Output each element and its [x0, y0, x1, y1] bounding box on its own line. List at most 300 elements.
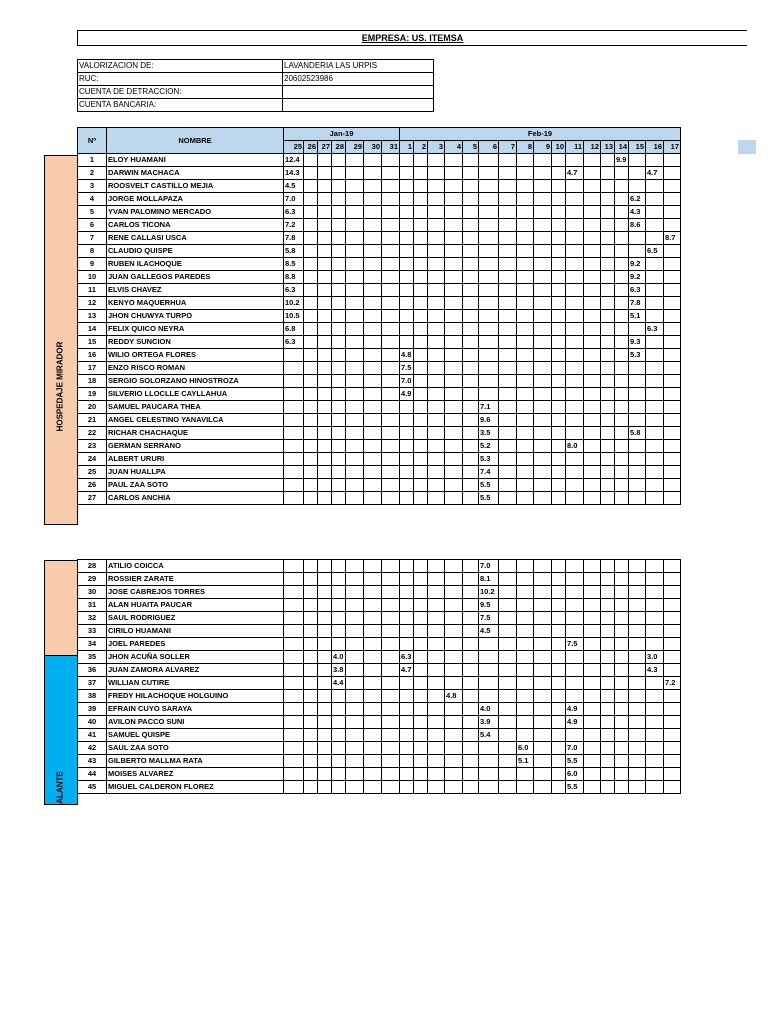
day-cell[interactable] [629, 154, 646, 167]
day-cell[interactable] [566, 427, 584, 440]
day-cell[interactable] [601, 599, 615, 612]
day-cell[interactable] [364, 781, 382, 794]
day-cell[interactable]: 9.6 [479, 414, 499, 427]
day-cell[interactable] [566, 349, 584, 362]
day-cell[interactable] [566, 414, 584, 427]
day-cell[interactable] [318, 492, 332, 505]
day-cell[interactable] [304, 336, 318, 349]
day-cell[interactable] [318, 755, 332, 768]
day-cell[interactable] [534, 297, 552, 310]
day-cell[interactable] [304, 677, 318, 690]
day-cell[interactable] [445, 768, 463, 781]
day-cell[interactable] [664, 690, 681, 703]
day-cell[interactable] [463, 742, 479, 755]
day-cell[interactable] [664, 284, 681, 297]
day-cell[interactable]: 5.5 [566, 755, 584, 768]
day-cell[interactable] [615, 664, 629, 677]
day-cell[interactable] [463, 677, 479, 690]
day-cell[interactable] [304, 375, 318, 388]
day-cell[interactable] [304, 271, 318, 284]
day-cell[interactable] [629, 677, 646, 690]
day-cell[interactable] [629, 768, 646, 781]
day-cell[interactable] [463, 206, 479, 219]
day-cell[interactable] [517, 297, 534, 310]
day-cell[interactable] [445, 284, 463, 297]
day-cell[interactable] [534, 323, 552, 336]
day-cell[interactable] [318, 638, 332, 651]
day-cell[interactable] [479, 206, 499, 219]
day-cell[interactable] [318, 167, 332, 180]
day-cell[interactable]: 7.0 [284, 193, 304, 206]
day-cell[interactable] [517, 599, 534, 612]
day-cell[interactable] [364, 414, 382, 427]
day-cell[interactable] [400, 310, 414, 323]
day-cell[interactable] [346, 323, 364, 336]
day-cell[interactable] [646, 362, 664, 375]
day-cell[interactable] [517, 245, 534, 258]
day-cell[interactable] [534, 388, 552, 401]
day-cell[interactable] [364, 206, 382, 219]
day-cell[interactable] [414, 193, 428, 206]
day-cell[interactable] [499, 297, 517, 310]
day-cell[interactable] [400, 336, 414, 349]
day-cell[interactable] [615, 492, 629, 505]
day-cell[interactable] [664, 729, 681, 742]
day-cell[interactable] [364, 755, 382, 768]
day-cell[interactable] [534, 167, 552, 180]
day-cell[interactable] [566, 323, 584, 336]
day-cell[interactable] [601, 755, 615, 768]
day-cell[interactable] [534, 612, 552, 625]
day-cell[interactable] [445, 599, 463, 612]
day-cell[interactable] [601, 414, 615, 427]
day-cell[interactable] [400, 742, 414, 755]
day-cell[interactable] [499, 586, 517, 599]
day-cell[interactable] [534, 677, 552, 690]
day-cell[interactable] [499, 193, 517, 206]
day-cell[interactable] [584, 466, 601, 479]
day-cell[interactable] [346, 466, 364, 479]
day-cell[interactable] [428, 427, 445, 440]
day-cell[interactable] [517, 677, 534, 690]
day-cell[interactable] [615, 625, 629, 638]
day-cell[interactable] [552, 232, 566, 245]
day-cell[interactable]: 5.4 [479, 729, 499, 742]
day-cell[interactable] [479, 375, 499, 388]
day-cell[interactable] [400, 271, 414, 284]
day-cell[interactable] [346, 245, 364, 258]
day-cell[interactable] [382, 193, 400, 206]
day-cell[interactable] [552, 440, 566, 453]
day-cell[interactable] [445, 258, 463, 271]
day-cell[interactable] [318, 625, 332, 638]
day-cell[interactable] [304, 245, 318, 258]
day-cell[interactable] [534, 716, 552, 729]
day-cell[interactable] [400, 154, 414, 167]
day-cell[interactable] [414, 219, 428, 232]
day-cell[interactable] [615, 755, 629, 768]
day-cell[interactable] [400, 453, 414, 466]
day-cell[interactable]: 4.7 [566, 167, 584, 180]
day-cell[interactable] [364, 180, 382, 193]
day-cell[interactable] [346, 310, 364, 323]
day-cell[interactable] [499, 388, 517, 401]
day-cell[interactable] [414, 742, 428, 755]
day-cell[interactable] [364, 375, 382, 388]
day-cell[interactable] [382, 336, 400, 349]
day-cell[interactable]: 5.8 [284, 245, 304, 258]
day-cell[interactable] [284, 560, 304, 573]
day-cell[interactable] [646, 466, 664, 479]
day-cell[interactable] [534, 206, 552, 219]
day-cell[interactable] [584, 336, 601, 349]
day-cell[interactable] [584, 612, 601, 625]
day-cell[interactable] [414, 560, 428, 573]
day-cell[interactable] [318, 466, 332, 479]
day-cell[interactable] [629, 612, 646, 625]
day-cell[interactable] [428, 716, 445, 729]
day-cell[interactable] [463, 362, 479, 375]
day-cell[interactable] [400, 703, 414, 716]
day-cell[interactable] [646, 271, 664, 284]
day-cell[interactable] [499, 258, 517, 271]
day-cell[interactable] [552, 768, 566, 781]
day-cell[interactable] [284, 440, 304, 453]
day-cell[interactable] [601, 742, 615, 755]
day-cell[interactable] [499, 781, 517, 794]
day-cell[interactable] [318, 573, 332, 586]
day-cell[interactable]: 8.0 [566, 440, 584, 453]
day-cell[interactable] [382, 362, 400, 375]
day-cell[interactable]: 4.7 [400, 664, 414, 677]
day-cell[interactable] [566, 284, 584, 297]
day-cell[interactable] [629, 560, 646, 573]
day-cell[interactable] [400, 167, 414, 180]
day-cell[interactable] [566, 388, 584, 401]
day-cell[interactable] [346, 599, 364, 612]
day-cell[interactable] [552, 245, 566, 258]
day-cell[interactable] [382, 677, 400, 690]
day-cell[interactable] [414, 388, 428, 401]
day-cell[interactable] [566, 664, 584, 677]
day-cell[interactable] [499, 638, 517, 651]
day-cell[interactable] [479, 193, 499, 206]
day-cell[interactable] [346, 479, 364, 492]
day-cell[interactable] [382, 651, 400, 664]
day-cell[interactable] [601, 206, 615, 219]
day-cell[interactable] [601, 232, 615, 245]
day-cell[interactable] [364, 297, 382, 310]
day-cell[interactable] [332, 781, 346, 794]
day-cell[interactable] [517, 362, 534, 375]
day-cell[interactable] [463, 427, 479, 440]
day-cell[interactable] [304, 781, 318, 794]
day-cell[interactable] [428, 677, 445, 690]
day-cell[interactable] [428, 560, 445, 573]
day-cell[interactable] [517, 625, 534, 638]
day-cell[interactable] [414, 492, 428, 505]
day-cell[interactable] [364, 453, 382, 466]
day-cell[interactable] [400, 768, 414, 781]
day-cell[interactable] [445, 401, 463, 414]
info-value[interactable] [283, 99, 434, 112]
day-cell[interactable] [318, 440, 332, 453]
day-cell[interactable] [601, 323, 615, 336]
day-cell[interactable] [517, 638, 534, 651]
day-cell[interactable] [601, 297, 615, 310]
day-cell[interactable] [479, 677, 499, 690]
day-cell[interactable] [552, 466, 566, 479]
day-cell[interactable] [499, 440, 517, 453]
day-cell[interactable] [601, 258, 615, 271]
day-cell[interactable] [479, 167, 499, 180]
day-cell[interactable] [601, 427, 615, 440]
day-cell[interactable] [445, 573, 463, 586]
day-cell[interactable] [284, 479, 304, 492]
day-cell[interactable] [479, 245, 499, 258]
day-cell[interactable] [346, 703, 364, 716]
day-cell[interactable] [499, 401, 517, 414]
day-cell[interactable] [517, 729, 534, 742]
day-cell[interactable] [346, 180, 364, 193]
day-cell[interactable]: 6.3 [400, 651, 414, 664]
day-cell[interactable] [382, 690, 400, 703]
day-cell[interactable] [445, 180, 463, 193]
day-cell[interactable] [284, 453, 304, 466]
day-cell[interactable] [304, 258, 318, 271]
day-cell[interactable] [428, 638, 445, 651]
day-cell[interactable] [534, 271, 552, 284]
day-cell[interactable] [304, 362, 318, 375]
day-cell[interactable] [534, 586, 552, 599]
day-cell[interactable] [382, 453, 400, 466]
day-cell[interactable] [428, 323, 445, 336]
day-cell[interactable] [364, 742, 382, 755]
day-cell[interactable] [534, 729, 552, 742]
day-cell[interactable] [463, 219, 479, 232]
day-cell[interactable] [364, 232, 382, 245]
day-cell[interactable]: 7.5 [400, 362, 414, 375]
day-cell[interactable] [428, 167, 445, 180]
day-cell[interactable] [615, 245, 629, 258]
day-cell[interactable] [414, 651, 428, 664]
day-cell[interactable] [601, 245, 615, 258]
day-cell[interactable] [414, 154, 428, 167]
day-cell[interactable] [499, 271, 517, 284]
day-cell[interactable] [615, 323, 629, 336]
day-cell[interactable] [332, 560, 346, 573]
day-cell[interactable] [534, 414, 552, 427]
day-cell[interactable] [318, 427, 332, 440]
day-cell[interactable] [615, 612, 629, 625]
day-cell[interactable] [318, 180, 332, 193]
day-cell[interactable] [584, 690, 601, 703]
day-cell[interactable] [584, 154, 601, 167]
day-cell[interactable] [499, 677, 517, 690]
day-cell[interactable] [445, 414, 463, 427]
day-cell[interactable] [428, 180, 445, 193]
day-cell[interactable] [517, 427, 534, 440]
day-cell[interactable]: 7.8 [284, 232, 304, 245]
day-cell[interactable] [346, 362, 364, 375]
day-cell[interactable] [629, 453, 646, 466]
day-cell[interactable] [517, 586, 534, 599]
day-cell[interactable] [552, 479, 566, 492]
day-cell[interactable] [414, 180, 428, 193]
day-cell[interactable] [463, 729, 479, 742]
day-cell[interactable] [400, 284, 414, 297]
day-cell[interactable] [517, 479, 534, 492]
day-cell[interactable] [346, 375, 364, 388]
day-cell[interactable]: 4.3 [646, 664, 664, 677]
day-cell[interactable] [304, 297, 318, 310]
day-cell[interactable] [615, 703, 629, 716]
day-cell[interactable] [552, 323, 566, 336]
day-cell[interactable] [428, 388, 445, 401]
day-cell[interactable] [517, 716, 534, 729]
day-cell[interactable] [445, 781, 463, 794]
day-cell[interactable] [284, 625, 304, 638]
day-cell[interactable] [304, 492, 318, 505]
day-cell[interactable] [445, 245, 463, 258]
day-cell[interactable] [615, 573, 629, 586]
day-cell[interactable] [615, 479, 629, 492]
day-cell[interactable] [615, 284, 629, 297]
day-cell[interactable] [400, 466, 414, 479]
day-cell[interactable] [445, 612, 463, 625]
day-cell[interactable] [664, 716, 681, 729]
day-cell[interactable] [332, 219, 346, 232]
day-cell[interactable] [364, 193, 382, 206]
day-cell[interactable] [428, 625, 445, 638]
day-cell[interactable] [304, 206, 318, 219]
day-cell[interactable] [646, 742, 664, 755]
day-cell[interactable] [615, 651, 629, 664]
day-cell[interactable] [284, 742, 304, 755]
day-cell[interactable] [584, 440, 601, 453]
day-cell[interactable] [584, 297, 601, 310]
day-cell[interactable] [382, 492, 400, 505]
day-cell[interactable] [534, 560, 552, 573]
day-cell[interactable]: 9.2 [629, 271, 646, 284]
day-cell[interactable] [629, 586, 646, 599]
day-cell[interactable] [414, 401, 428, 414]
day-cell[interactable] [318, 781, 332, 794]
day-cell[interactable]: 4.0 [332, 651, 346, 664]
day-cell[interactable] [284, 755, 304, 768]
day-cell[interactable]: 5.5 [566, 781, 584, 794]
day-cell[interactable] [601, 167, 615, 180]
day-cell[interactable] [601, 388, 615, 401]
day-cell[interactable] [601, 677, 615, 690]
day-cell[interactable] [304, 167, 318, 180]
day-cell[interactable] [601, 271, 615, 284]
day-cell[interactable] [428, 297, 445, 310]
day-cell[interactable] [615, 336, 629, 349]
day-cell[interactable] [414, 690, 428, 703]
day-cell[interactable] [552, 206, 566, 219]
day-cell[interactable] [382, 414, 400, 427]
day-cell[interactable] [304, 154, 318, 167]
day-cell[interactable] [445, 362, 463, 375]
day-cell[interactable] [332, 388, 346, 401]
day-cell[interactable] [552, 427, 566, 440]
day-cell[interactable] [499, 453, 517, 466]
day-cell[interactable] [428, 245, 445, 258]
day-cell[interactable] [382, 599, 400, 612]
day-cell[interactable] [463, 401, 479, 414]
day-cell[interactable] [499, 310, 517, 323]
day-cell[interactable] [601, 716, 615, 729]
day-cell[interactable] [646, 729, 664, 742]
day-cell[interactable] [517, 401, 534, 414]
day-cell[interactable] [332, 755, 346, 768]
day-cell[interactable] [499, 690, 517, 703]
day-cell[interactable] [499, 664, 517, 677]
day-cell[interactable] [646, 349, 664, 362]
day-cell[interactable] [517, 492, 534, 505]
day-cell[interactable] [304, 612, 318, 625]
day-cell[interactable] [499, 599, 517, 612]
day-cell[interactable] [552, 560, 566, 573]
day-cell[interactable]: 5.5 [479, 479, 499, 492]
day-cell[interactable] [346, 271, 364, 284]
day-cell[interactable] [445, 349, 463, 362]
day-cell[interactable] [304, 755, 318, 768]
day-cell[interactable] [534, 427, 552, 440]
day-cell[interactable] [284, 586, 304, 599]
day-cell[interactable] [646, 427, 664, 440]
day-cell[interactable] [445, 193, 463, 206]
day-cell[interactable] [284, 427, 304, 440]
day-cell[interactable] [382, 388, 400, 401]
day-cell[interactable] [664, 154, 681, 167]
day-cell[interactable]: 5.5 [479, 492, 499, 505]
day-cell[interactable]: 6.8 [284, 323, 304, 336]
day-cell[interactable] [284, 677, 304, 690]
day-cell[interactable] [534, 154, 552, 167]
day-cell[interactable] [463, 466, 479, 479]
day-cell[interactable] [364, 427, 382, 440]
day-cell[interactable] [284, 651, 304, 664]
day-cell[interactable]: 3.9 [479, 716, 499, 729]
day-cell[interactable] [517, 232, 534, 245]
day-cell[interactable] [552, 677, 566, 690]
day-cell[interactable] [479, 638, 499, 651]
day-cell[interactable] [284, 690, 304, 703]
day-cell[interactable] [534, 703, 552, 716]
day-cell[interactable] [332, 401, 346, 414]
day-cell[interactable] [463, 284, 479, 297]
day-cell[interactable] [304, 586, 318, 599]
day-cell[interactable] [318, 206, 332, 219]
day-cell[interactable] [552, 755, 566, 768]
day-cell[interactable] [445, 625, 463, 638]
day-cell[interactable] [332, 336, 346, 349]
day-cell[interactable] [664, 573, 681, 586]
day-cell[interactable]: 8.7 [664, 232, 681, 245]
day-cell[interactable] [382, 703, 400, 716]
day-cell[interactable] [517, 284, 534, 297]
day-cell[interactable] [332, 466, 346, 479]
day-cell[interactable] [552, 492, 566, 505]
day-cell[interactable] [414, 664, 428, 677]
day-cell[interactable] [318, 586, 332, 599]
day-cell[interactable] [346, 453, 364, 466]
day-cell[interactable]: 4.0 [479, 703, 499, 716]
day-cell[interactable] [318, 258, 332, 271]
day-cell[interactable] [414, 271, 428, 284]
